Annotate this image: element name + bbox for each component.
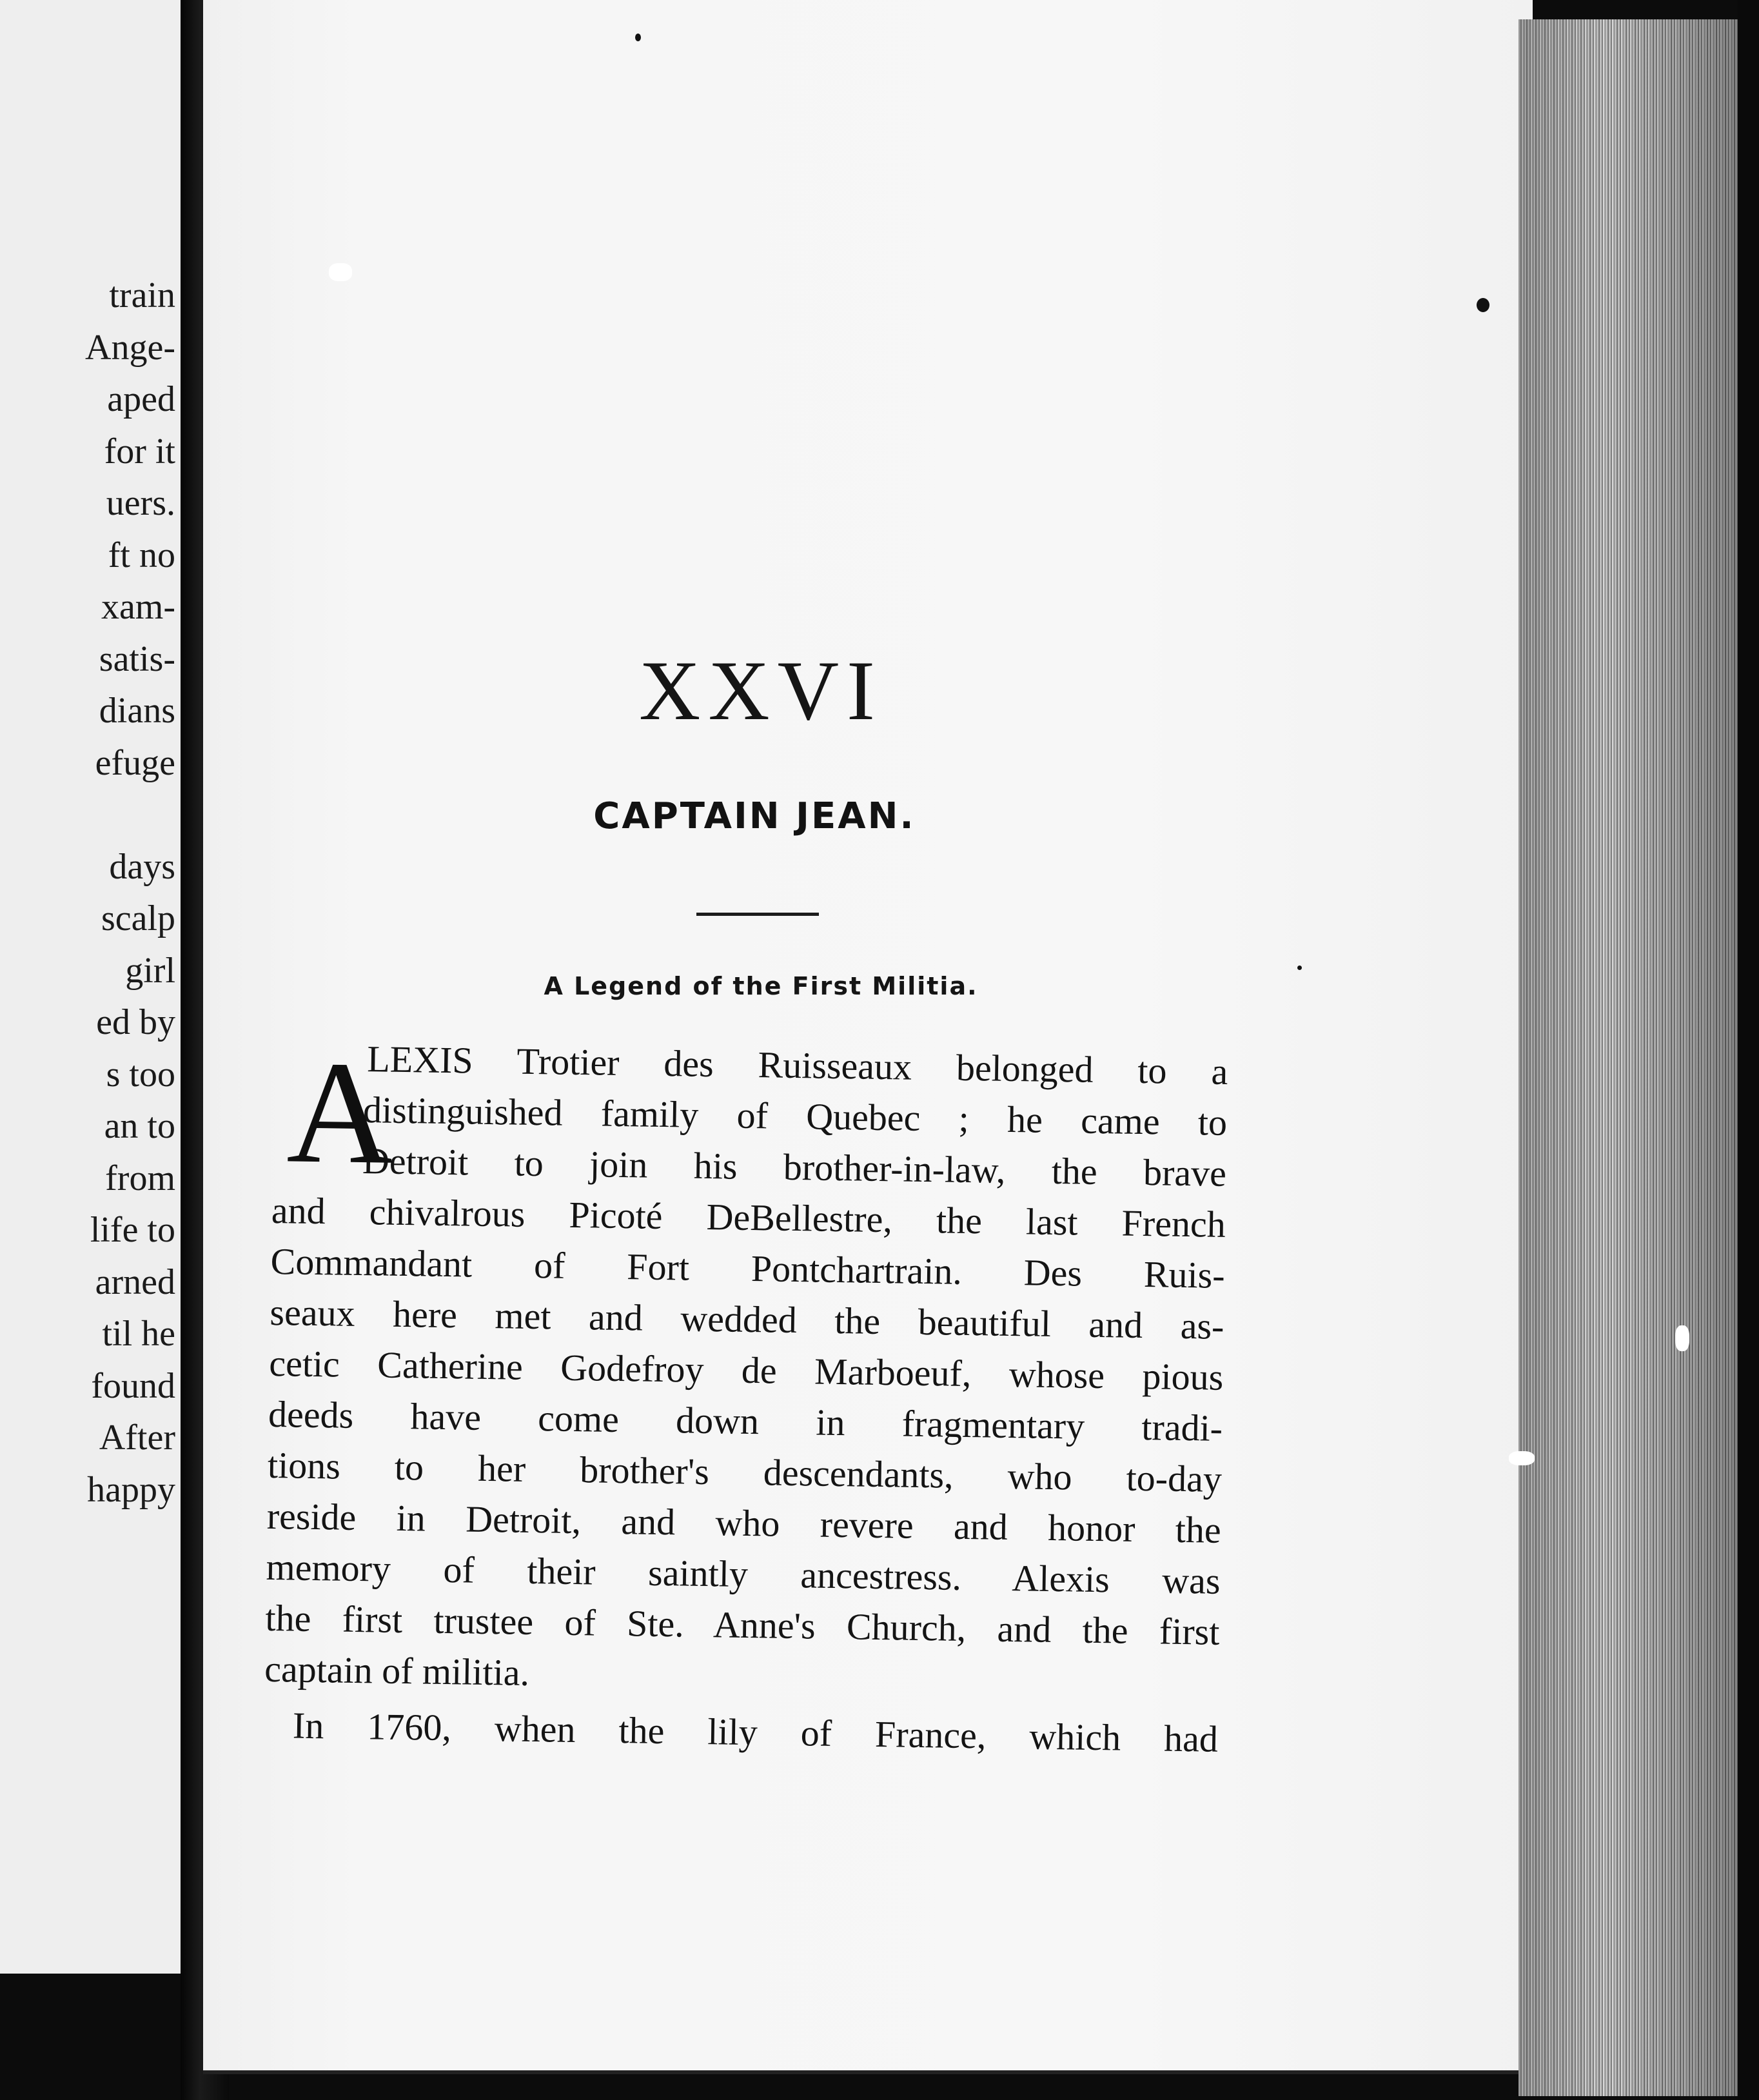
body-line: memory of their saintly ancestress. Alexis was [266, 1545, 1221, 1602]
title-rule [696, 913, 819, 916]
previous-page-line: for it [104, 431, 175, 471]
previous-page-line: life to [90, 1210, 175, 1250]
body-line: deeds have come down in fragmentary tradi- [268, 1392, 1223, 1449]
previous-page-line: an to [104, 1106, 175, 1146]
chapter-subtitle: A Legend of the First Militia. [544, 972, 978, 1000]
previous-page-line: ed by [96, 1002, 175, 1042]
body-line: cetic Catherine Godefroy de Marboeuf, whose pious [268, 1342, 1224, 1398]
body-line: the first trustee of Ste. Anne's Church, and the first [265, 1596, 1220, 1653]
body-line: and chivalrous Picoté DeBellestre, the last French [271, 1189, 1226, 1245]
previous-page-line [0, 789, 175, 841]
previous-page-line: days [109, 846, 175, 887]
previous-page-line: happy [87, 1469, 175, 1510]
previous-page-line: After [99, 1418, 175, 1458]
chapter-number: XXVI [639, 643, 883, 738]
previous-page-line: s too [106, 1054, 175, 1095]
scan-border [1738, 0, 1759, 2100]
body-line: captain of militia. [264, 1647, 530, 1694]
body-line: seaux here met and wedded the beautiful and as- [270, 1291, 1224, 1347]
body-line: In 1760, when the lily of France, which had [292, 1704, 1219, 1760]
body-line: Commandant of Fort Pontchartrain. Des Ruis- [270, 1240, 1226, 1296]
previous-page-fragment [0, 0, 181, 1974]
previous-page-line: scalp [101, 898, 175, 938]
previous-page-line: uers. [106, 483, 175, 523]
previous-page-line: Ange- [85, 327, 175, 368]
previous-page-line: til he [102, 1314, 175, 1354]
scan-speck [1297, 966, 1302, 970]
previous-page-line: girl [125, 950, 175, 991]
previous-page-line: arned [95, 1262, 175, 1302]
scan-blot [1509, 1451, 1535, 1465]
body-line: reside in Detroit, and who revere and honor the [266, 1494, 1222, 1551]
chapter-title: CAPTAIN JEAN. [593, 795, 916, 837]
scan-blot [1675, 1325, 1689, 1351]
previous-page-line: ft no [108, 535, 175, 575]
previous-page-text [0, 270, 175, 1516]
body-line: distinguished family of Quebec ; he came to [362, 1089, 1228, 1144]
previous-page-line: dians [99, 691, 175, 731]
body-line: Detroit to join his brother-in-law, the brave [362, 1140, 1227, 1194]
body-line: tions to her brother's descendants, who to-day [267, 1443, 1223, 1500]
previous-page-line: train [109, 275, 175, 315]
previous-page-line: aped [107, 379, 175, 419]
previous-page-line: efuge [95, 742, 175, 783]
previous-page-line: from [105, 1158, 175, 1198]
chapter-body [263, 1032, 1228, 1765]
previous-page-line: satis- [99, 639, 175, 679]
drop-cap: A [286, 1031, 395, 1195]
body-line: LEXIS Trotier des Ruisseaux belonged to a [366, 1038, 1228, 1093]
previous-page-line: found [91, 1365, 175, 1406]
scan-speck [1477, 298, 1489, 312]
page-edges-shade [1518, 19, 1738, 2096]
scan-speck [635, 34, 641, 41]
scan-blot [329, 263, 352, 281]
previous-page-line: xam- [101, 587, 175, 627]
